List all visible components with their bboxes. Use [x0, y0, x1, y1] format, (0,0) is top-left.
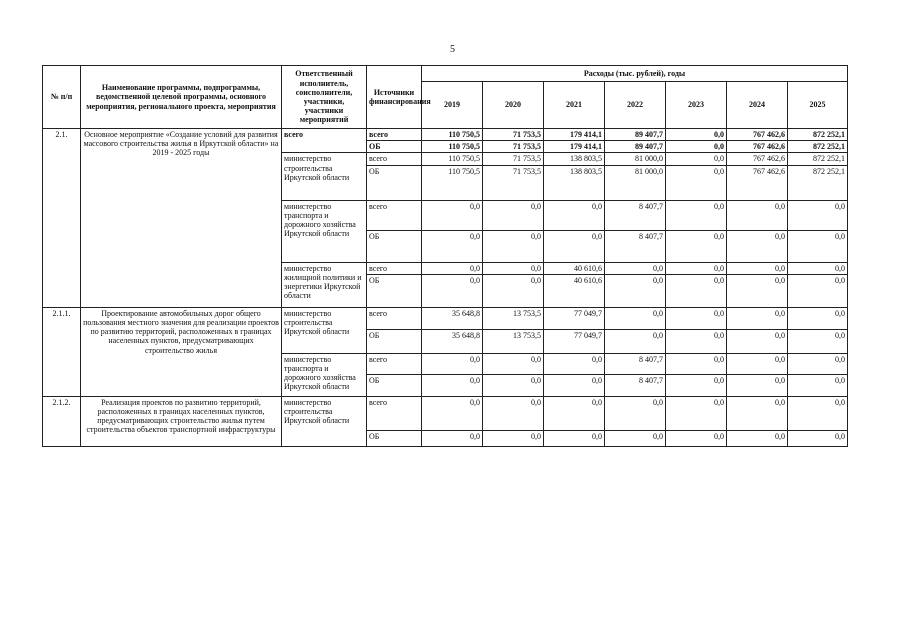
expense-value: 0,0 [727, 430, 788, 446]
header-program-name: Наименование программы, подпрограммы, ведомственной целевой программы, основного мероприятия, регионального проекта, мероприятия [81, 66, 282, 129]
expense-value: 0,0 [666, 374, 727, 396]
executor: министерство строительства Иркутской области [282, 396, 367, 446]
expense-value: 89 407,7 [605, 141, 666, 153]
expense-value: 0,0 [422, 353, 483, 374]
funding-source: ОБ [367, 165, 422, 200]
funding-source: ОБ [367, 430, 422, 446]
expense-value: 13 753,5 [483, 329, 544, 353]
expense-value: 8 407,7 [605, 230, 666, 262]
expense-value: 0,0 [483, 274, 544, 307]
expense-value: 872 252,1 [788, 153, 848, 165]
expense-value: 0,0 [788, 262, 848, 274]
header-expenses: Расходы (тыс. рублей), годы [422, 66, 848, 82]
expense-value: 0,0 [666, 274, 727, 307]
expense-value: 767 462,6 [727, 141, 788, 153]
expense-value: 77 049,7 [544, 329, 605, 353]
expense-value: 8 407,7 [605, 374, 666, 396]
expense-value: 0,0 [727, 396, 788, 430]
expense-value: 0,0 [483, 430, 544, 446]
expense-value: 0,0 [788, 430, 848, 446]
funding-source: всего [367, 200, 422, 230]
expense-value: 89 407,7 [605, 129, 666, 141]
expense-value: 35 648,8 [422, 307, 483, 329]
expense-value: 0,0 [788, 274, 848, 307]
header-year: 2025 [788, 82, 848, 129]
expense-value: 0,0 [788, 374, 848, 396]
expense-value: 0,0 [422, 396, 483, 430]
expense-value: 0,0 [483, 230, 544, 262]
expense-value: 8 407,7 [605, 200, 666, 230]
header-year: 2023 [666, 82, 727, 129]
expense-value: 0,0 [666, 141, 727, 153]
expense-value: 179 414,1 [544, 141, 605, 153]
program-name: Основное мероприятие «Создание условий для развития массового строительства жилья в Иркутской области» на 2019 - 2025 годы [81, 129, 282, 308]
expense-value: 110 750,5 [422, 129, 483, 141]
expense-value: 40 610,6 [544, 262, 605, 274]
funding-source: ОБ [367, 230, 422, 262]
expense-value: 0,0 [788, 396, 848, 430]
expense-value: 138 803,5 [544, 153, 605, 165]
table-row [43, 307, 848, 329]
expense-value: 0,0 [422, 262, 483, 274]
executor: министерство строительства Иркутской области [282, 153, 367, 200]
expense-value: 0,0 [666, 153, 727, 165]
header-year: 2019 [422, 82, 483, 129]
expense-value: 767 462,6 [727, 129, 788, 141]
expense-value: 77 049,7 [544, 307, 605, 329]
table-row [43, 396, 848, 430]
expense-value: 0,0 [666, 307, 727, 329]
expense-value: 40 610,6 [544, 274, 605, 307]
expense-value: 35 648,8 [422, 329, 483, 353]
expense-value: 71 753,5 [483, 141, 544, 153]
header-year: 2021 [544, 82, 605, 129]
expense-value: 872 252,1 [788, 165, 848, 200]
expense-value: 0,0 [544, 430, 605, 446]
table-body [43, 129, 848, 447]
executor: министерство транспорта и дорожного хозяйства Иркутской области [282, 353, 367, 396]
expense-value: 0,0 [666, 329, 727, 353]
expense-value: 179 414,1 [544, 129, 605, 141]
expense-value: 0,0 [788, 200, 848, 230]
expense-value: 0,0 [727, 274, 788, 307]
expense-value: 0,0 [605, 396, 666, 430]
expense-value: 0,0 [422, 274, 483, 307]
executor: министерство жилищной политики и энергетики Иркутской области [282, 262, 367, 307]
expense-value: 0,0 [666, 129, 727, 141]
expense-value: 0,0 [727, 200, 788, 230]
program-name: Проектирование автомобильных дорог общего пользования местного значения для реализации проектов по развитию территорий, расположенных в границах населенных пунктов, предусматривающих строительство жилья [81, 307, 282, 396]
expense-value: 110 750,5 [422, 141, 483, 153]
expense-value: 0,0 [483, 374, 544, 396]
expense-value: 138 803,5 [544, 165, 605, 200]
expense-value: 0,0 [727, 230, 788, 262]
expense-value: 0,0 [483, 396, 544, 430]
expense-value: 0,0 [422, 374, 483, 396]
funding-source: всего [367, 353, 422, 374]
expense-value: 0,0 [666, 262, 727, 274]
expense-value: 0,0 [544, 353, 605, 374]
expense-value: 0,0 [666, 200, 727, 230]
expense-value: 0,0 [483, 262, 544, 274]
expense-value: 0,0 [544, 230, 605, 262]
header-executor: Ответственный исполнитель, соисполнители, участники, участники мероприятий [282, 66, 367, 129]
expense-value: 767 462,6 [727, 153, 788, 165]
expense-value: 0,0 [666, 353, 727, 374]
executor: всего [282, 129, 367, 153]
program-name: Реализация проектов по развитию территорий, расположенных в границах населенных пунктов, предусматривающих строительство жилья путем строительства объектов транспортной инфраструктуры [81, 396, 282, 446]
expense-value: 110 750,5 [422, 165, 483, 200]
expense-value: 0,0 [605, 430, 666, 446]
funding-source: ОБ [367, 141, 422, 153]
row-number: 2.1.1. [43, 307, 81, 396]
header-year: 2022 [605, 82, 666, 129]
expense-value: 0,0 [422, 230, 483, 262]
funding-source: всего [367, 153, 422, 165]
expense-value: 767 462,6 [727, 165, 788, 200]
expense-value: 81 000,0 [605, 153, 666, 165]
expense-value: 0,0 [544, 396, 605, 430]
expense-value: 0,0 [605, 274, 666, 307]
funding-source: ОБ [367, 274, 422, 307]
expense-value: 0,0 [483, 353, 544, 374]
funding-source: всего [367, 129, 422, 141]
funding-source: ОБ [367, 329, 422, 353]
funding-source: всего [367, 396, 422, 430]
expense-value: 0,0 [666, 230, 727, 262]
expense-value: 0,0 [422, 430, 483, 446]
expense-value: 13 753,5 [483, 307, 544, 329]
header-source: Источники финансирования [367, 66, 422, 129]
expense-value: 0,0 [727, 353, 788, 374]
funding-source: ОБ [367, 374, 422, 396]
expense-value: 81 000,0 [605, 165, 666, 200]
expenses-table [42, 65, 848, 447]
expense-value: 0,0 [727, 307, 788, 329]
expense-value: 872 252,1 [788, 129, 848, 141]
header-number: № п/п [43, 66, 81, 129]
expense-value: 0,0 [544, 200, 605, 230]
expense-value: 8 407,7 [605, 353, 666, 374]
expense-value: 872 252,1 [788, 141, 848, 153]
header-year: 2024 [727, 82, 788, 129]
expense-value: 0,0 [727, 262, 788, 274]
expense-value: 0,0 [788, 353, 848, 374]
expense-value: 0,0 [727, 329, 788, 353]
expense-value: 71 753,5 [483, 153, 544, 165]
funding-source: всего [367, 262, 422, 274]
expense-value: 71 753,5 [483, 165, 544, 200]
expense-value: 110 750,5 [422, 153, 483, 165]
executor: министерство транспорта и дорожного хозяйства Иркутской области [282, 200, 367, 262]
expense-value: 0,0 [605, 262, 666, 274]
row-number: 2.1. [43, 129, 81, 308]
executor: министерство строительства Иркутской области [282, 307, 367, 353]
expense-value: 0,0 [605, 329, 666, 353]
expense-value: 0,0 [605, 307, 666, 329]
expense-value: 0,0 [788, 329, 848, 353]
expense-value: 0,0 [666, 396, 727, 430]
expense-value: 0,0 [727, 374, 788, 396]
expense-value: 0,0 [666, 430, 727, 446]
expense-value: 0,0 [544, 374, 605, 396]
funding-source: всего [367, 307, 422, 329]
page-number: 5 [450, 44, 455, 55]
expense-value: 0,0 [422, 200, 483, 230]
expense-value: 0,0 [483, 200, 544, 230]
table-row [43, 129, 848, 141]
row-number: 2.1.2. [43, 396, 81, 446]
expense-value: 71 753,5 [483, 129, 544, 141]
expense-value: 0,0 [788, 230, 848, 262]
header-year: 2020 [483, 82, 544, 129]
expense-value: 0,0 [666, 165, 727, 200]
expense-value: 0,0 [788, 307, 848, 329]
